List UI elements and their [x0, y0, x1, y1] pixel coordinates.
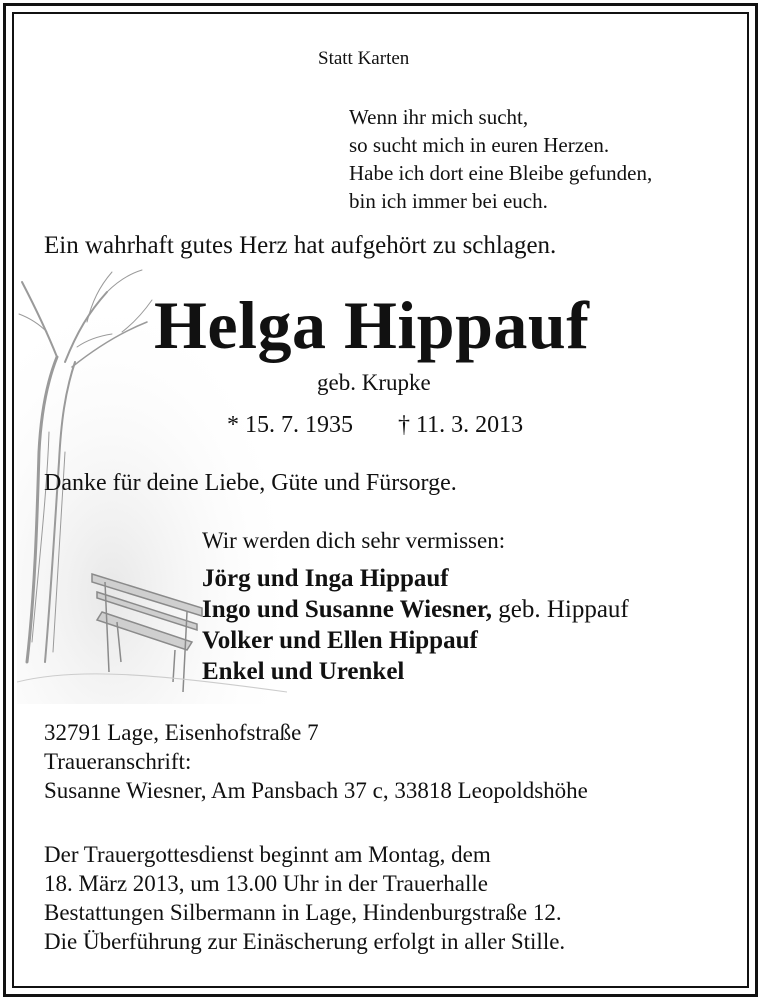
maiden-name: geb. Krupke [317, 370, 431, 395]
service-info [44, 840, 565, 956]
service-line: 18. März 2013, um 13.00 Uhr in der Trauerhalle [44, 871, 488, 896]
poem-line: Habe ich dort eine Bleibe gefunden, [349, 161, 653, 185]
mourner-maiden-name: geb. Hippauf [491, 596, 629, 623]
deceased-name: Helga Hippauf [154, 287, 590, 363]
poem [349, 103, 652, 215]
intro-line: Ein wahrhaft gutes Herz hat aufgehört zu schlagen. [44, 232, 557, 259]
thanks-line: Danke für deine Liebe, Güte und Fürsorge. [44, 470, 457, 496]
statt-karten-label: Statt Karten [318, 48, 410, 69]
condolence-address: Susanne Wiesner, Am Pansbach 37 c, 33818 Leopoldshöhe [44, 778, 588, 803]
poem-line: bin ich immer bei euch. [349, 189, 548, 213]
condolence-address-label: Traueranschrift: [44, 749, 192, 774]
mourner-line: Volker und Ellen Hippauf [202, 627, 478, 654]
mourners-intro: Wir werden dich sehr vermissen: [202, 528, 506, 553]
mourners-list [202, 563, 629, 687]
poem-line: Wenn ihr mich sucht, [349, 105, 529, 129]
service-line: Die Überführung zur Einäscherung erfolgt in aller Stille. [44, 929, 566, 954]
mourner-line: Enkel und Urenkel [202, 658, 405, 685]
mourner-line [202, 594, 629, 625]
mourner-name: Ingo und Susanne Wiesner, [202, 596, 492, 623]
death-date: † 11. 3. 2013 [398, 412, 524, 438]
birth-date: * 15. 7. 1935 [227, 412, 353, 438]
service-line: Der Trauergottesdienst beginnt am Montag, dem [44, 842, 491, 867]
poem-line: so sucht mich in euren Herzen. [349, 133, 610, 157]
address-block [44, 718, 588, 805]
service-line: Bestattungen Silbermann in Lage, Hindenburgstraße 12. [44, 900, 562, 925]
home-address: 32791 Lage, Eisenhofstraße 7 [44, 720, 319, 745]
mourner-line: Jörg und Inga Hippauf [202, 565, 449, 592]
